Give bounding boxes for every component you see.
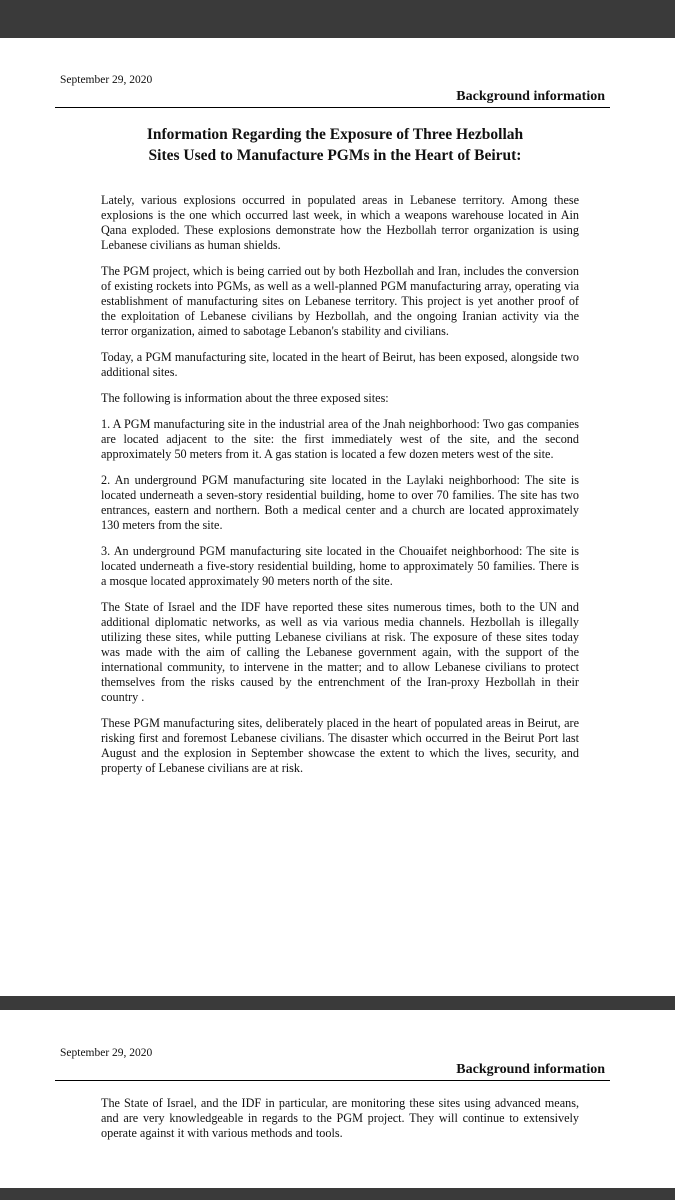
document-page-1	[0, 38, 675, 996]
paragraph: The State of Israel and the IDF have reported these sites numerous times, both to the UN and additional diplomatic networks, as well as via various media channels. Hezbollah is illegally utilizing these sites, while putting Lebanese civilians at risk. The exposure of these sites today was made with the aim of calling the Lebanese government again, with the support of the international community, to intervene in the matter; and to allow Lebanese civilians to protect themselves from the risks caused by the entrenchment of the Iran-proxy Hezbollah in their country .	[101, 600, 579, 704]
header-rule	[55, 107, 610, 108]
paragraph: The State of Israel, and the IDF in particular, are monitoring these sites using advanced means, and are very knowledgeable in regards to the PGM project. They will continue to extensively operate against it with various methods and tools.	[101, 1096, 579, 1140]
page-2-body	[101, 1096, 579, 1141]
title-line-2: Sites Used to Manufacture PGMs in the Heart of Beirut:	[148, 147, 522, 164]
page-date: September 29, 2020	[60, 1047, 153, 1059]
paragraph: These PGM manufacturing sites, deliberately placed in the heart of populated areas in Beirut, are risking first and foremost Lebanese civilians. The disaster which occurred in the Beirut Port last August and the explosion in September showcase the extent to which the lives, security, and property of Lebanese civilians are at risk.	[101, 716, 579, 775]
header-rule	[55, 1080, 610, 1081]
page-date: September 29, 2020	[60, 74, 153, 86]
header-label: Background information	[456, 89, 605, 104]
paragraph: 3. An underground PGM manufacturing site located in the Chouaifet neighborhood: The site is located underneath a five-story residential building, home to approximately 50 families. There is a mosque located approximately 90 meters north of the site.	[101, 544, 579, 588]
document-page-2	[0, 1010, 675, 1188]
paragraph: Today, a PGM manufacturing site, located in the heart of Beirut, has been exposed, alongside two additional sites.	[101, 350, 579, 379]
paragraph: 2. An underground PGM manufacturing site located in the Laylaki neighborhood: The site is located underneath a seven-story residential building, home to over 70 families. The site has two entrances, eastern and northern. Both a medical center and a church are located approximately 130 meters from the site.	[101, 473, 579, 532]
paragraph: The following is information about the three exposed sites:	[101, 391, 389, 405]
document-title	[75, 124, 595, 166]
header-label: Background information	[456, 1062, 605, 1077]
page-1-body	[101, 193, 579, 776]
paragraph: The PGM project, which is being carried out by both Hezbollah and Iran, includes the conversion of existing rockets into PGMs, as well as a well-planned PGM manufacturing array, operating via establishment of manufacturing sites on Lebanese territory. This project is yet another proof of the exploitation of Lebanese civilians by Hezbollah, and the ongoing Iranian activity via the terror organization, aimed to sabotage Lebanon's stability and civilians.	[101, 264, 579, 338]
paragraph: Lately, various explosions occurred in populated areas in Lebanese territory. Among these explosions is the one which occurred last week, in which a weapons warehouse located in Ain Qana exploded. These explosions demonstrate how the Hezbollah terror organization is using Lebanese civilians as human shields.	[101, 193, 579, 252]
paragraph: 1. A PGM manufacturing site in the industrial area of the Jnah neighborhood: Two gas companies are located adjacent to the site: the first immediately west of the site, and the second approximately 50 meters from it. A gas station is located a few dozen meters west of the site.	[101, 417, 579, 461]
title-line-1: Information Regarding the Exposure of Three Hezbollah	[146, 126, 524, 143]
